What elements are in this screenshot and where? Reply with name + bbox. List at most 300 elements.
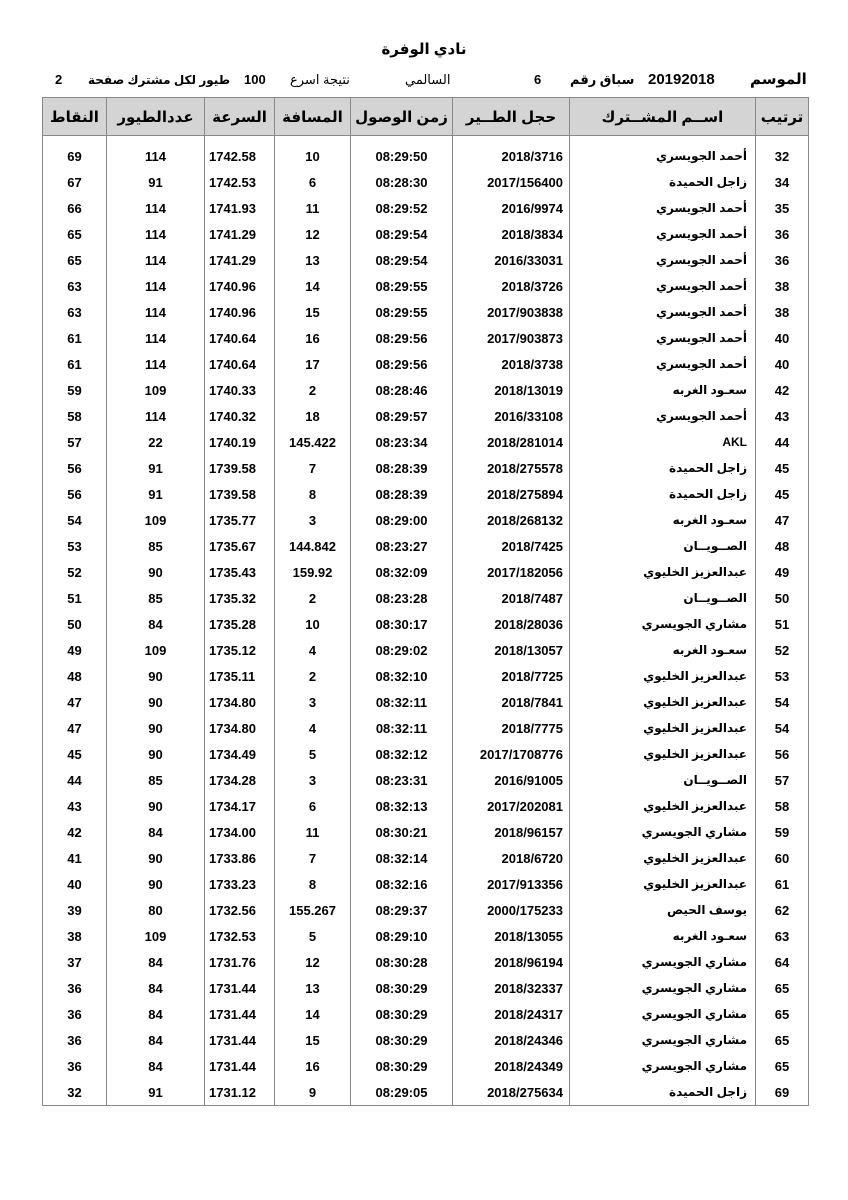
subscriber-name-cell: عبدالعزيز الخليوي [570, 663, 756, 689]
points-cell: 50 [43, 611, 107, 637]
distance-cell: 11 [275, 195, 351, 221]
birds-cell: 90 [107, 663, 205, 689]
birds-cell: 90 [107, 715, 205, 741]
rank-cell: 47 [756, 507, 809, 533]
subscriber-name-cell: زاجل الحميدة [570, 1079, 756, 1106]
points-cell: 63 [43, 299, 107, 325]
speed-cell: 1733.86 [205, 845, 275, 871]
points-cell: 54 [43, 507, 107, 533]
rank-cell: 59 [756, 819, 809, 845]
result-label: نتيجة اسرع [290, 72, 350, 87]
ring-number-cell: 2018/28036 [453, 611, 570, 637]
birds-cell: 22 [107, 429, 205, 455]
points-cell: 44 [43, 767, 107, 793]
rank-cell: 52 [756, 637, 809, 663]
arrival-time-cell: 08:30:29 [351, 1053, 453, 1079]
speed-cell: 1731.44 [205, 975, 275, 1001]
rank-cell: 62 [756, 897, 809, 923]
speed-cell: 1731.44 [205, 1027, 275, 1053]
birds-cell: 91 [107, 455, 205, 481]
subscriber-name-cell: AKL [570, 429, 756, 455]
distance-cell: 16 [275, 325, 351, 351]
points-cell: 40 [43, 871, 107, 897]
birds-cell: 114 [107, 143, 205, 169]
table-row [43, 663, 809, 689]
distance-cell: 8 [275, 871, 351, 897]
rank-cell: 36 [756, 247, 809, 273]
arrival-time-cell: 08:29:52 [351, 195, 453, 221]
ring-number-cell: 2018/7775 [453, 715, 570, 741]
ring-number-cell: 2018/7425 [453, 533, 570, 559]
distance-cell: 2 [275, 377, 351, 403]
points-cell: 63 [43, 273, 107, 299]
birds-cell: 85 [107, 533, 205, 559]
points-cell: 56 [43, 455, 107, 481]
subscriber-name-cell: عبدالعزيز الخليوي [570, 741, 756, 767]
distance-cell: 3 [275, 767, 351, 793]
points-cell: 38 [43, 923, 107, 949]
speed-cell: 1740.96 [205, 273, 275, 299]
club-title: نادي الوفرة [381, 41, 467, 58]
rank-cell: 64 [756, 949, 809, 975]
col-header-birds: عددالطيور [107, 98, 205, 136]
speed-cell: 1734.00 [205, 819, 275, 845]
distance-cell: 145.422 [275, 429, 351, 455]
rank-cell: 32 [756, 143, 809, 169]
arrival-time-cell: 08:29:54 [351, 247, 453, 273]
ring-number-cell: 2018/7725 [453, 663, 570, 689]
per-subscriber-label: طيور لكل مشترك صفحة [88, 73, 230, 87]
rank-cell: 65 [756, 1001, 809, 1027]
col-header-distance: المسافة [275, 98, 351, 136]
speed-cell: 1732.56 [205, 897, 275, 923]
speed-cell: 1731.76 [205, 949, 275, 975]
speed-cell: 1734.80 [205, 715, 275, 741]
subscriber-name-cell: الصــويــان [570, 585, 756, 611]
table-row [43, 143, 809, 169]
distance-cell: 16 [275, 1053, 351, 1079]
col-header-rank: ترتيب [756, 98, 809, 136]
points-cell: 65 [43, 247, 107, 273]
speed-cell: 1734.49 [205, 741, 275, 767]
speed-cell: 1740.33 [205, 377, 275, 403]
birds-cell: 114 [107, 247, 205, 273]
birds-cell: 84 [107, 1027, 205, 1053]
arrival-time-cell: 08:32:16 [351, 871, 453, 897]
rank-cell: 48 [756, 533, 809, 559]
speed-cell: 1740.96 [205, 299, 275, 325]
rank-cell: 40 [756, 351, 809, 377]
speed-cell: 1733.23 [205, 871, 275, 897]
ring-number-cell: 2000/175233 [453, 897, 570, 923]
arrival-time-cell: 08:29:55 [351, 273, 453, 299]
rank-cell: 35 [756, 195, 809, 221]
distance-cell: 7 [275, 845, 351, 871]
arrival-time-cell: 08:23:34 [351, 429, 453, 455]
table-row [43, 1027, 809, 1053]
rank-cell: 61 [756, 871, 809, 897]
distance-cell: 2 [275, 585, 351, 611]
distance-cell: 3 [275, 507, 351, 533]
speed-cell: 1732.53 [205, 923, 275, 949]
points-cell: 42 [43, 819, 107, 845]
speed-cell: 1740.64 [205, 351, 275, 377]
birds-cell: 91 [107, 169, 205, 195]
table-row [43, 897, 809, 923]
birds-cell: 84 [107, 975, 205, 1001]
distance-cell: 4 [275, 637, 351, 663]
arrival-time-cell: 08:30:17 [351, 611, 453, 637]
ring-number-cell: 2016/9974 [453, 195, 570, 221]
ring-number-cell: 2018/275894 [453, 481, 570, 507]
season-value: 20192018 [648, 71, 715, 88]
table-row [43, 377, 809, 403]
arrival-time-cell: 08:30:29 [351, 1001, 453, 1027]
table-row [43, 1053, 809, 1079]
arrival-time-cell: 08:30:29 [351, 1027, 453, 1053]
table-row [43, 949, 809, 975]
birds-cell: 90 [107, 741, 205, 767]
points-cell: 39 [43, 897, 107, 923]
table-row [43, 403, 809, 429]
table-spacer-row [43, 136, 809, 144]
ring-number-cell: 2018/24349 [453, 1053, 570, 1079]
distance-cell: 5 [275, 741, 351, 767]
ring-number-cell: 2017/1708776 [453, 741, 570, 767]
birds-cell: 90 [107, 689, 205, 715]
table-row [43, 221, 809, 247]
ring-number-cell: 2018/281014 [453, 429, 570, 455]
subscriber-name-cell: مشاري الجويسري [570, 611, 756, 637]
distance-cell: 3 [275, 689, 351, 715]
speed-cell: 1735.32 [205, 585, 275, 611]
birds-cell: 84 [107, 611, 205, 637]
arrival-time-cell: 08:32:11 [351, 689, 453, 715]
results-table [42, 97, 809, 1106]
birds-cell: 109 [107, 923, 205, 949]
speed-cell: 1731.44 [205, 1001, 275, 1027]
birds-cell: 114 [107, 351, 205, 377]
table-row [43, 1079, 809, 1106]
speed-cell: 1740.19 [205, 429, 275, 455]
subscriber-name-cell: أحمد الجويسري [570, 325, 756, 351]
subscriber-name-cell: مشاري الجويسري [570, 1053, 756, 1079]
speed-cell: 1735.77 [205, 507, 275, 533]
table-row [43, 715, 809, 741]
distance-cell: 11 [275, 819, 351, 845]
birds-cell: 114 [107, 325, 205, 351]
speed-cell: 1740.32 [205, 403, 275, 429]
subscriber-name-cell: الصــويــان [570, 767, 756, 793]
distance-cell: 12 [275, 221, 351, 247]
rank-cell: 60 [756, 845, 809, 871]
subscriber-name-cell: زاجل الحميدة [570, 455, 756, 481]
subscriber-name-cell: سعـود الغربه [570, 507, 756, 533]
subscriber-name-cell: سعـود الغربه [570, 637, 756, 663]
arrival-time-cell: 08:30:28 [351, 949, 453, 975]
rank-cell: 40 [756, 325, 809, 351]
subscriber-name-cell: سعـود الغربه [570, 923, 756, 949]
distance-cell: 10 [275, 611, 351, 637]
distance-cell: 2 [275, 663, 351, 689]
subscriber-name-cell: عبدالعزيز الخليوي [570, 559, 756, 585]
points-cell: 49 [43, 637, 107, 663]
ring-number-cell: 2018/32337 [453, 975, 570, 1001]
rank-cell: 57 [756, 767, 809, 793]
ring-number-cell: 2018/13055 [453, 923, 570, 949]
rank-cell: 45 [756, 481, 809, 507]
distance-cell: 17 [275, 351, 351, 377]
arrival-time-cell: 08:23:31 [351, 767, 453, 793]
page-number: 2 [55, 72, 63, 87]
rank-cell: 54 [756, 689, 809, 715]
distance-cell: 144.842 [275, 533, 351, 559]
birds-cell: 80 [107, 897, 205, 923]
distance-cell: 18 [275, 403, 351, 429]
arrival-time-cell: 08:29:10 [351, 923, 453, 949]
speed-cell: 1735.11 [205, 663, 275, 689]
ring-number-cell: 2017/182056 [453, 559, 570, 585]
table-row [43, 741, 809, 767]
birds-cell: 90 [107, 793, 205, 819]
points-cell: 61 [43, 351, 107, 377]
ring-number-cell: 2018/3738 [453, 351, 570, 377]
table-row [43, 871, 809, 897]
subscriber-name-cell: مشاري الجويسري [570, 1001, 756, 1027]
distance-cell: 6 [275, 169, 351, 195]
speed-cell: 1740.64 [205, 325, 275, 351]
birds-cell: 84 [107, 819, 205, 845]
arrival-time-cell: 08:32:09 [351, 559, 453, 585]
ring-number-cell: 2017/202081 [453, 793, 570, 819]
ring-number-cell: 2016/91005 [453, 767, 570, 793]
ring-number-cell: 2018/6720 [453, 845, 570, 871]
table-row [43, 585, 809, 611]
rank-cell: 38 [756, 299, 809, 325]
arrival-time-cell: 08:28:39 [351, 481, 453, 507]
points-cell: 53 [43, 533, 107, 559]
table-row [43, 195, 809, 221]
subscriber-name-cell: أحمد الجويسري [570, 247, 756, 273]
subscriber-name-cell: يوسف الحيص [570, 897, 756, 923]
subscriber-name-cell: أحمد الجويسري [570, 143, 756, 169]
table-row [43, 325, 809, 351]
distance-cell: 9 [275, 1079, 351, 1106]
ring-number-cell: 2018/275634 [453, 1079, 570, 1106]
rank-cell: 63 [756, 923, 809, 949]
ring-number-cell: 2018/3726 [453, 273, 570, 299]
table-row [43, 1001, 809, 1027]
season-label: الموسم [750, 71, 807, 88]
rank-cell: 43 [756, 403, 809, 429]
distance-cell: 15 [275, 299, 351, 325]
arrival-time-cell: 08:29:00 [351, 507, 453, 533]
rank-cell: 50 [756, 585, 809, 611]
rank-cell: 49 [756, 559, 809, 585]
subscriber-name-cell: مشاري الجويسري [570, 975, 756, 1001]
points-cell: 65 [43, 221, 107, 247]
speed-cell: 1741.29 [205, 221, 275, 247]
points-cell: 45 [43, 741, 107, 767]
points-cell: 52 [43, 559, 107, 585]
subscriber-name-cell: عبدالعزيز الخليوي [570, 715, 756, 741]
rank-cell: 65 [756, 1053, 809, 1079]
col-header-subscriber: اســم المشــترك [570, 98, 756, 136]
ring-number-cell: 2017/913356 [453, 871, 570, 897]
arrival-time-cell: 08:29:55 [351, 299, 453, 325]
rank-cell: 36 [756, 221, 809, 247]
table-row [43, 351, 809, 377]
distance-cell: 13 [275, 975, 351, 1001]
distance-cell: 7 [275, 455, 351, 481]
subscriber-name-cell: أحمد الجويسري [570, 351, 756, 377]
table-header-row [43, 98, 809, 136]
rank-cell: 51 [756, 611, 809, 637]
distance-cell: 14 [275, 1001, 351, 1027]
arrival-time-cell: 08:28:39 [351, 455, 453, 481]
speed-cell: 1734.28 [205, 767, 275, 793]
distance-cell: 13 [275, 247, 351, 273]
birds-cell: 84 [107, 1053, 205, 1079]
arrival-time-cell: 08:28:46 [351, 377, 453, 403]
birds-cell: 85 [107, 585, 205, 611]
table-row [43, 429, 809, 455]
speed-cell: 1739.58 [205, 455, 275, 481]
distance-cell: 6 [275, 793, 351, 819]
rank-cell: 34 [756, 169, 809, 195]
subscriber-name-cell: مشاري الجويسري [570, 949, 756, 975]
rank-cell: 69 [756, 1079, 809, 1106]
points-cell: 47 [43, 715, 107, 741]
points-cell: 36 [43, 1027, 107, 1053]
arrival-time-cell: 08:32:11 [351, 715, 453, 741]
table-row [43, 819, 809, 845]
points-cell: 51 [43, 585, 107, 611]
birds-cell: 90 [107, 559, 205, 585]
points-cell: 41 [43, 845, 107, 871]
ring-number-cell: 2017/903873 [453, 325, 570, 351]
distance-cell: 8 [275, 481, 351, 507]
points-cell: 58 [43, 403, 107, 429]
arrival-time-cell: 08:29:37 [351, 897, 453, 923]
arrival-time-cell: 08:29:05 [351, 1079, 453, 1106]
ring-number-cell: 2018/3834 [453, 221, 570, 247]
arrival-time-cell: 08:30:21 [351, 819, 453, 845]
birds-cell: 85 [107, 767, 205, 793]
rank-cell: 65 [756, 975, 809, 1001]
speed-cell: 1735.28 [205, 611, 275, 637]
arrival-time-cell: 08:29:50 [351, 143, 453, 169]
subscriber-name-cell: أحمد الجويسري [570, 299, 756, 325]
points-cell: 57 [43, 429, 107, 455]
speed-cell: 1731.12 [205, 1079, 275, 1106]
distance-cell: 10 [275, 143, 351, 169]
points-cell: 36 [43, 975, 107, 1001]
arrival-time-cell: 08:28:30 [351, 169, 453, 195]
distance-cell: 12 [275, 949, 351, 975]
distance-cell: 4 [275, 715, 351, 741]
birds-cell: 109 [107, 507, 205, 533]
table-row [43, 793, 809, 819]
ring-number-cell: 2018/24317 [453, 1001, 570, 1027]
race-location: السالمي [405, 72, 451, 87]
distance-cell: 159.92 [275, 559, 351, 585]
subscriber-name-cell: مشاري الجويسري [570, 1027, 756, 1053]
subscriber-name-cell: سعـود الغربه [570, 377, 756, 403]
ring-number-cell: 2017/156400 [453, 169, 570, 195]
subscriber-name-cell: الصــويــان [570, 533, 756, 559]
col-header-ring: حجل الطــير [453, 98, 570, 136]
points-cell: 56 [43, 481, 107, 507]
ring-number-cell: 2018/96194 [453, 949, 570, 975]
subscriber-name-cell: عبدالعزيز الخليوي [570, 871, 756, 897]
points-cell: 36 [43, 1001, 107, 1027]
ring-number-cell: 2018/13057 [453, 637, 570, 663]
distance-cell: 15 [275, 1027, 351, 1053]
birds-cell: 109 [107, 637, 205, 663]
subscriber-name-cell: زاجل الحميدة [570, 169, 756, 195]
speed-cell: 1734.80 [205, 689, 275, 715]
ring-number-cell: 2018/13019 [453, 377, 570, 403]
ring-number-cell: 2018/268132 [453, 507, 570, 533]
rank-cell: 56 [756, 741, 809, 767]
points-cell: 67 [43, 169, 107, 195]
birds-cell: 84 [107, 949, 205, 975]
table-row [43, 247, 809, 273]
ring-number-cell: 2018/24346 [453, 1027, 570, 1053]
table-row [43, 507, 809, 533]
points-cell: 61 [43, 325, 107, 351]
arrival-time-cell: 08:29:02 [351, 637, 453, 663]
birds-cell: 114 [107, 403, 205, 429]
arrival-time-cell: 08:23:28 [351, 585, 453, 611]
birds-cell: 91 [107, 1079, 205, 1106]
table-row [43, 455, 809, 481]
speed-cell: 1735.12 [205, 637, 275, 663]
points-cell: 32 [43, 1079, 107, 1106]
subscriber-name-cell: أحمد الجويسري [570, 403, 756, 429]
arrival-time-cell: 08:32:10 [351, 663, 453, 689]
arrival-time-cell: 08:29:56 [351, 351, 453, 377]
arrival-time-cell: 08:32:12 [351, 741, 453, 767]
table-row [43, 689, 809, 715]
table-row [43, 845, 809, 871]
speed-cell: 1741.29 [205, 247, 275, 273]
ring-number-cell: 2018/275578 [453, 455, 570, 481]
points-cell: 66 [43, 195, 107, 221]
subscriber-name-cell: عبدالعزيز الخليوي [570, 845, 756, 871]
birds-cell: 114 [107, 221, 205, 247]
ring-number-cell: 2018/96157 [453, 819, 570, 845]
ring-number-cell: 2016/33031 [453, 247, 570, 273]
table-row [43, 299, 809, 325]
birds-cell: 91 [107, 481, 205, 507]
col-header-points: النقاط [43, 98, 107, 136]
subscriber-name-cell: أحمد الجويسري [570, 221, 756, 247]
birds-cell: 109 [107, 377, 205, 403]
col-header-speed: السرعة [205, 98, 275, 136]
birds-cell: 84 [107, 1001, 205, 1027]
birds-cell: 90 [107, 871, 205, 897]
points-cell: 48 [43, 663, 107, 689]
points-cell: 47 [43, 689, 107, 715]
subscriber-name-cell: عبدالعزيز الخليوي [570, 793, 756, 819]
table-row [43, 975, 809, 1001]
distance-cell: 155.267 [275, 897, 351, 923]
subscriber-name-cell: زاجل الحميدة [570, 481, 756, 507]
table-row [43, 611, 809, 637]
table-row [43, 559, 809, 585]
